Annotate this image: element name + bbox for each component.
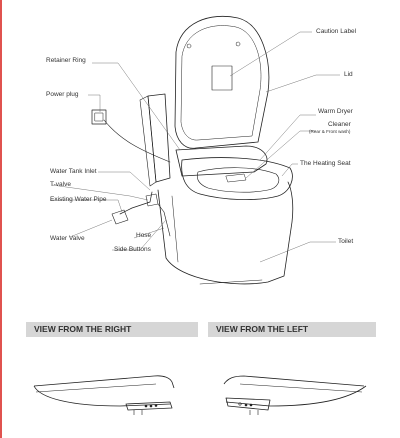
mount-bracket-left bbox=[250, 410, 258, 415]
power-cord bbox=[104, 120, 170, 162]
cleaner-sub-label: (Rear & Front wash) bbox=[309, 129, 351, 134]
caution-label-text: Caution Label bbox=[316, 28, 357, 35]
heating-seat-label: The Heating Seat bbox=[300, 160, 351, 167]
power-plug-label: Power plug bbox=[46, 91, 79, 98]
existing-water-pipe-label: Existing Water Pipe bbox=[50, 196, 107, 203]
t-valve-label: T-valve bbox=[50, 181, 71, 188]
seat-side-view-right bbox=[30, 348, 190, 428]
water-tank-inlet-label: Water Tank Inlet bbox=[50, 168, 97, 175]
heating-seat bbox=[182, 158, 293, 200]
caution-label-plate bbox=[212, 66, 232, 90]
seat-profile-middle bbox=[240, 384, 362, 392]
retainer-ring-label: Retainer Ring bbox=[46, 57, 86, 64]
water-valve-label: Water Valve bbox=[50, 235, 85, 242]
lid-inner-rim bbox=[181, 26, 261, 140]
section-header-view-right: VIEW FROM THE RIGHT bbox=[26, 322, 198, 337]
cleaner-label: Cleaner bbox=[328, 121, 351, 128]
existing-water-pipe bbox=[112, 210, 128, 224]
lid-hinge-left bbox=[187, 44, 191, 48]
warm-dryer-label: Warm Dryer bbox=[318, 108, 353, 115]
seat-opening bbox=[197, 168, 279, 192]
hose-label: Hose bbox=[136, 232, 152, 239]
lid-label: Lid bbox=[344, 71, 353, 78]
lid-hinge-right bbox=[236, 42, 240, 46]
water-tank-side bbox=[140, 96, 156, 186]
power-outlet bbox=[92, 110, 106, 124]
side-buttons-label: Side Buttons bbox=[114, 246, 151, 253]
seat-profile-middle bbox=[36, 384, 156, 392]
seat-side-view-left bbox=[210, 348, 370, 428]
leader-lines bbox=[50, 32, 340, 262]
lid bbox=[175, 16, 269, 148]
seat-profile-top bbox=[34, 376, 174, 388]
mount-bracket-right bbox=[134, 410, 142, 415]
section-header-view-left: VIEW FROM THE LEFT bbox=[208, 322, 376, 337]
toilet-label: Toilet bbox=[338, 238, 354, 245]
side-hose bbox=[158, 204, 170, 236]
toilet-body-inner-edge bbox=[172, 196, 178, 262]
seat-profile-bottom bbox=[226, 386, 366, 406]
control-unit-right bbox=[126, 402, 172, 410]
water-tank bbox=[148, 94, 170, 182]
cleaner-nozzle bbox=[226, 174, 246, 182]
power-outlet-inner bbox=[95, 113, 103, 121]
